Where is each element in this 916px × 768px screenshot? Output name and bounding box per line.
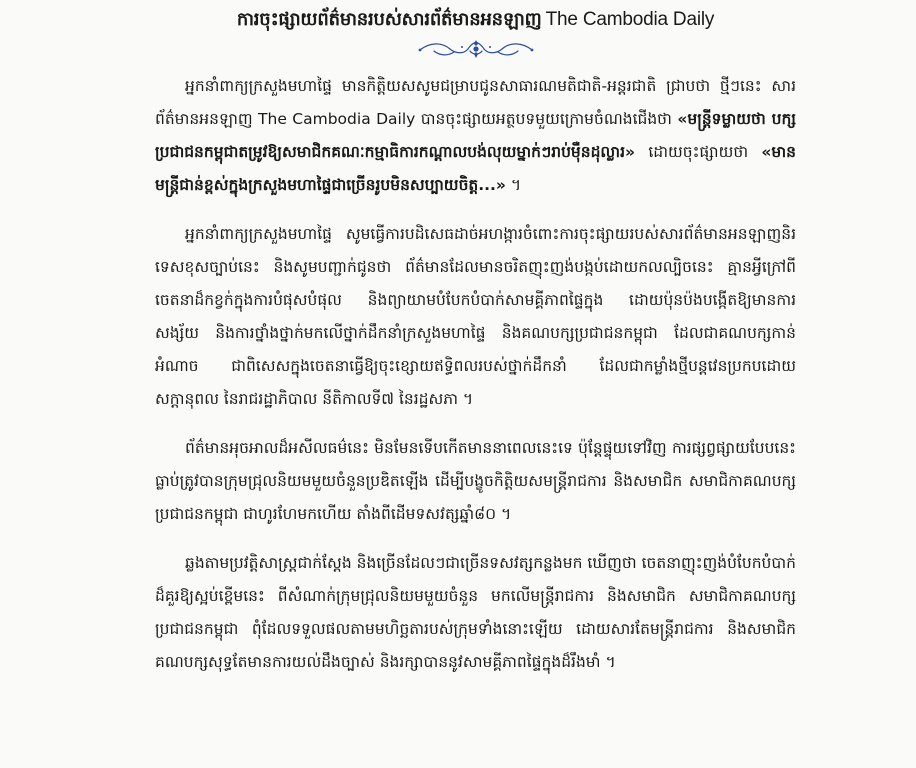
title-khmer: ការចុះផ្សាយព័ត៌មានរបស់សារព័ត៌មានអនឡាញ [236, 9, 542, 30]
document-title [155, 6, 796, 34]
body-paragraph [155, 70, 796, 202]
bold-quote-run: «មន្ត្រីទម្លាយថា បក្សប្រជាជនកម្ពុជាតម្រូវឱ្យសមាជិកគណៈកម្មាធិការកណ្តាលបង់លុយម្នាក់ៗរាប់ម៉ឺនដុល្លារ» [155, 110, 796, 161]
text-run: អ្នកនាំពាក្យក្រសួងមហាផ្ទៃ មានកិត្តិយសសូមជម្រាបជូនសាធារណមតិជាតិ-អន្តរជាតិ ជ្រាបថា ថ្មីៗនេះ សារព័ត៌មានអនឡាញ The Cambodia Daily បានចុះផ្សាយអត្ថបទមួយក្រោមចំណងជើងថា [155, 77, 796, 128]
text-run: ឆ្លងតាមប្រវត្តិសាស្ត្រជាក់ស្តែង និងច្រើនដែលៗជាច្រើនទសវត្សកន្លងមក ឃើញថា ចេតនាញុះញង់បំបែកបំបាក់ដ៏គួរឱ្យស្អប់ខ្ពើមនេះ ពីសំណាក់ក្រុមជ្រុលនិយមមួយចំនួន មកលើមន្ត្រីរាជការ និងសមាជិក សមាជិកាគណបក្សប្រជាជនកម្ពុជា ពុំដែលទទួលផលតាមមហិច្ឆតារបស់ក្រុមទាំងនោះឡើយ ដោយសារតែមន្ត្រីរាជការ និងសមាជិកគណបក្សសុទ្ធតែមានការយល់ដឹងច្បាស់ និងរក្សាបាននូវសាមគ្គីភាពផ្ទៃក្នុងដ៏រឹងមាំ ។ [155, 554, 796, 671]
text-run: អ្នកនាំពាក្យក្រសួងមហាផ្ទៃ សូមធ្វើការបដិសេធដាច់អហង្ការចំពោះការចុះផ្សាយរបស់សារព័ត៌មានអនឡាញនិរទេសខុសច្បាប់នេះ និងសូមបញ្ជាក់ជូនថា ព័ត៌មានដែលមានចរិតញុះញង់បង្កប់ដោយកលល្បិចនេះ គ្មានអ្វីក្រៅពីចេតនាដ៏កខ្វក់ក្នុងការបំផុសបំផុល និងព្យាយាមបំបែកបំបាក់សាមគ្គីភាពផ្ទៃក្នុង ដោយប៉ុនប៉ងបង្កើតឱ្យមានការសង្ស័យ និងការថ្នាំងថ្នាក់មកលើថ្នាក់ដឹកនាំក្រសួងមហាផ្ទៃ និងគណបក្សប្រជាជនកម្ពុជា ដែលជាគណបក្សកាន់អំណាច ជាពិសេសក្នុងចេតនាធ្វើឱ្យចុះខ្សោយឥទ្ធិពលរបស់ថ្នាក់ដឹកនាំ ដែលជាកម្លាំងថ្មីបន្តវេនប្រកបដោយសក្តានុពល នៃរាជរដ្ឋាភិបាល នីតិកាលទី៧ នៃរដ្ឋសភា ។ [155, 225, 796, 408]
text-run: ព័ត៌មានអុចអាលដ៏អសីលធម៌នេះ មិនមែនទើបកើតមាននាពេលនេះទេ ប៉ុន្តែផ្ទុយទៅវិញ ការផ្សព្វផ្សាយបែបនេះ ធ្លាប់ត្រូវបានក្រុមជ្រុលនិយមមួយចំនួនប្រឌិតឡើង ដើម្បីបង្ខូចកិត្តិយសមន្ត្រីរាជការ និងសមាជិក សមាជិកាគណបក្សប្រជាជនកម្ពុជា ជាហូរហែមកហើយ តាំងពីដើមទសវត្សឆ្នាំ៨០ ។ [155, 439, 796, 523]
text-run: ដោយចុះផ្សាយថា [635, 143, 762, 161]
body-paragraph [155, 432, 796, 531]
body-paragraph [155, 547, 796, 679]
bold-quote-run: «មានមន្ត្រីជាន់ខ្ពស់ក្នុងក្រសួងមហាផ្ទៃជាច្រើនរូបមិនសប្បាយចិត្ត...» [155, 143, 796, 194]
document-body [155, 70, 796, 679]
body-paragraph [155, 218, 796, 416]
title-latin: The Cambodia Daily [545, 9, 715, 30]
text-run: ។ [505, 176, 522, 194]
ornament-flourish-icon [416, 38, 536, 60]
